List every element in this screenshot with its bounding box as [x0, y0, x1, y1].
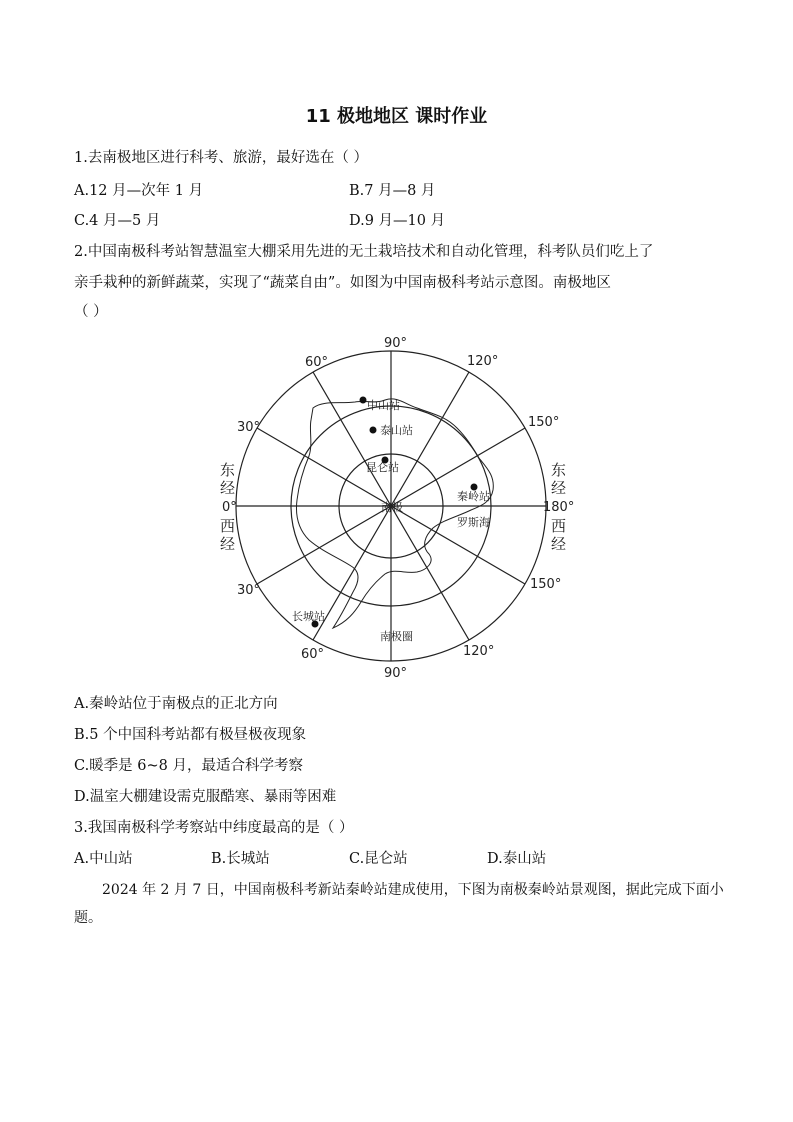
label-bottom-90: 90° [384, 666, 408, 681]
intro-paragraph: 2024 年 2 月 7 日，中国南极科考新站秦岭站建成使用，下图为南极秦岭站景观图，据此完成下面小题。 [74, 882, 724, 926]
east-char-left: 东 [220, 461, 236, 479]
longitude-char-left-east: 经 [220, 479, 236, 497]
label-ne-150: 150° [528, 415, 560, 430]
west-char-right: 西 [551, 517, 567, 535]
q3-option-c: C.昆仑站 [349, 851, 408, 867]
label-180-deg: 180° [543, 500, 575, 515]
label-ne-120: 120° [467, 354, 499, 369]
q2-stem-line3: （ ） [74, 304, 108, 320]
q1-option-a: A.12 月—次年 1 月 [74, 183, 204, 199]
label-top-90: 90° [384, 336, 408, 351]
ross-sea-label: 罗斯海 [457, 516, 490, 529]
longitude-char-right-west: 经 [551, 535, 567, 553]
qinling-label: 秦岭站 [457, 490, 490, 503]
q3-option-d: D.泰山站 [487, 851, 547, 867]
east-char-right: 东 [551, 461, 567, 479]
q1-option-c: C.4 月—5 月 [74, 213, 161, 229]
q1-option-b: B.7 月—8 月 [349, 183, 436, 199]
kunlun-label: 昆仑站 [366, 461, 399, 474]
page-title: 11 极地地区 课时作业 [305, 106, 488, 127]
taishan-station-dot [370, 427, 377, 434]
q1-stem: 1.去南极地区进行科考、旅游，最好选在（ ） [74, 150, 368, 166]
antarctic-stations-map [205, 330, 585, 682]
label-nw-60: 60° [305, 355, 329, 370]
q2-stem-line1: 2.中国南极科考站智慧温室大棚采用先进的无土栽培技术和自动化管理，科考队员们吃上了 [74, 244, 654, 260]
south-pole-label: 南极 [381, 501, 403, 514]
west-char-left: 西 [220, 517, 236, 535]
longitude-char-left-west: 经 [220, 535, 236, 553]
label-nw-30: 30° [237, 420, 261, 435]
label-sw-30: 30° [237, 583, 261, 598]
q3-stem: 3.我国南极科学考察站中纬度最高的是（ ） [74, 820, 354, 836]
label-0-deg: 0° [222, 500, 237, 515]
q2-option-d: D.温室大棚建设需克服酷寒、暴雨等困难 [74, 789, 337, 805]
zhongshan-station-dot [360, 397, 367, 404]
label-se-120: 120° [463, 644, 495, 659]
changcheng-label: 长城站 [292, 610, 325, 623]
longitude-char-right-east: 经 [551, 479, 567, 497]
label-sw-60: 60° [301, 647, 325, 662]
q1-option-d: D.9 月—10 月 [349, 213, 446, 229]
q2-option-a: A.秦岭站位于南极点的正北方向 [74, 696, 278, 712]
q2-stem-line2: 亲手栽种的新鲜蔬菜，实现了“蔬菜自由”。如图为中国南极科考站示意图。南极地区 [74, 275, 611, 291]
antarctic-circle-label: 南极圈 [380, 630, 413, 643]
taishan-label: 泰山站 [380, 424, 413, 437]
q3-option-a: A.中山站 [74, 851, 133, 867]
q3-option-b: B.长城站 [211, 851, 270, 867]
q2-option-b: B.5 个中国科考站都有极昼极夜现象 [74, 727, 307, 743]
q2-option-c: C.暖季是 6~8 月，最适合科学考察 [74, 758, 304, 774]
zhongshan-label: 中山站 [367, 399, 400, 412]
label-se-150: 150° [530, 577, 562, 592]
